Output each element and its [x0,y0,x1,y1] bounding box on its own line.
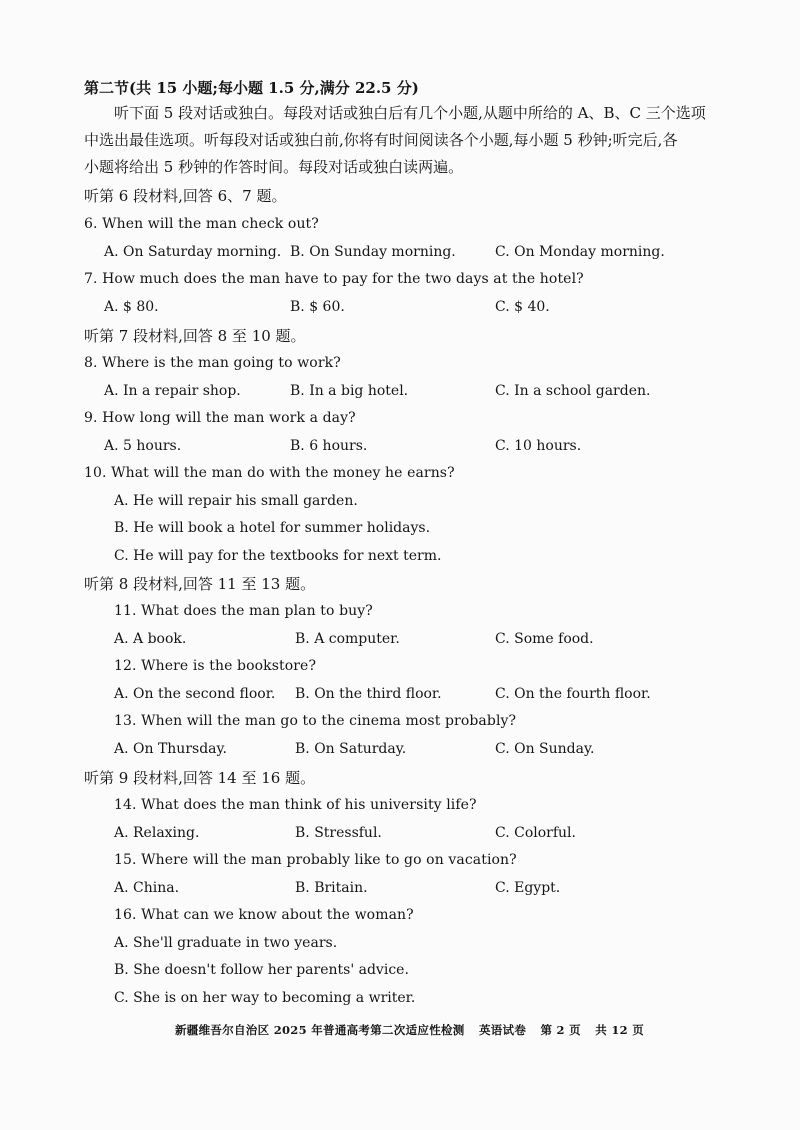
footer-exam-title: 新疆维吾尔自治区 2025 年普通高考第二次适应性检测 [175,1023,465,1037]
question-16: 16. What can we know about the woman? [114,907,414,923]
instruction-line: 小题将给出 5 秒钟的作答时间。每段对话或独白读两遍。 [84,158,464,176]
question-14: 14. What does the man think of his university life? [114,797,477,813]
option-b: B. A computer. [295,631,400,647]
question-10: 10. What will the man do with the money he earns? [84,465,455,481]
option-c: C. 10 hours. [495,438,582,454]
option-b: B. $ 60. [290,299,345,315]
option-a: A. China. [114,880,180,896]
question-8: 8. Where is the man going to work? [84,355,341,371]
option-b: B. She doesn't follow her parents' advice. [114,962,409,978]
option-a: A. On Saturday morning. [104,244,282,260]
option-b: B. Britain. [295,880,368,896]
segment-label: 听第 9 段材料,回答 14 至 16 题。 [84,769,316,787]
option-a: A. Relaxing. [114,825,200,841]
instruction-line: 听下面 5 段对话或独白。每段对话或独白后有几个小题,从题中所给的 A、B、C 三个选项 [114,104,706,122]
option-a: A. A book. [114,631,187,647]
question-15: 15. Where will the man probably like to go on vacation? [114,852,517,868]
option-c: C. Colorful. [495,825,576,841]
section-header: 第二节(共 15 小题;每小题 1.5 分,满分 22.5 分) [84,79,419,97]
question-7: 7. How much does the man have to pay for the two days at the hotel? [84,271,584,287]
segment-label: 听第 8 段材料,回答 11 至 13 题。 [84,575,316,593]
option-a: A. On Thursday. [114,741,228,757]
segment-label: 听第 6 段材料,回答 6、7 题。 [84,187,287,205]
question-12: 12. Where is the bookstore? [114,658,317,674]
option-b: B. On the third floor. [295,686,442,702]
option-b: B. 6 hours. [290,438,368,454]
question-13: 13. When will the man go to the cinema most probably? [114,713,517,729]
option-a: A. He will repair his small garden. [114,493,358,509]
option-b: B. Stressful. [295,825,382,841]
footer-subject: 英语试卷 [478,1023,527,1037]
option-c: C. She is on her way to becoming a writer. [114,990,416,1006]
segment-label: 听第 7 段材料,回答 8 至 10 题。 [84,327,306,345]
option-c: C. On Sunday. [495,741,595,757]
option-a: A. 5 hours. [104,438,182,454]
option-c: C. On Monday morning. [495,244,665,260]
option-b: B. He will book a hotel for summer holidays. [114,520,431,536]
question-6: 6. When will the man check out? [84,216,319,232]
option-c: C. Egypt. [495,880,561,896]
option-c: C. On the fourth floor. [495,686,651,702]
option-a: A. In a repair shop. [104,383,241,399]
option-a: A. On the second floor. [114,686,276,702]
footer-total-pages: 共 12 页 [595,1023,645,1037]
option-b: B. On Sunday morning. [290,244,456,260]
page-footer [175,1022,654,1038]
option-b: B. On Saturday. [295,741,407,757]
question-11: 11. What does the man plan to buy? [114,603,373,619]
option-c: C. He will pay for the textbooks for next term. [114,548,442,564]
option-c: C. $ 40. [495,299,550,315]
option-a: A. $ 80. [104,299,159,315]
option-a: A. She'll graduate in two years. [114,935,338,951]
option-c: C. In a school garden. [495,383,651,399]
instruction-line: 中选出最佳选项。听每段对话或独白前,你将有时间阅读各个小题,每小题 5 秒钟;听完后,各 [84,131,678,149]
question-9: 9. How long will the man work a day? [84,410,356,426]
option-b: B. In a big hotel. [290,383,409,399]
footer-page-number: 第 2 页 [540,1023,581,1037]
option-c: C. Some food. [495,631,594,647]
